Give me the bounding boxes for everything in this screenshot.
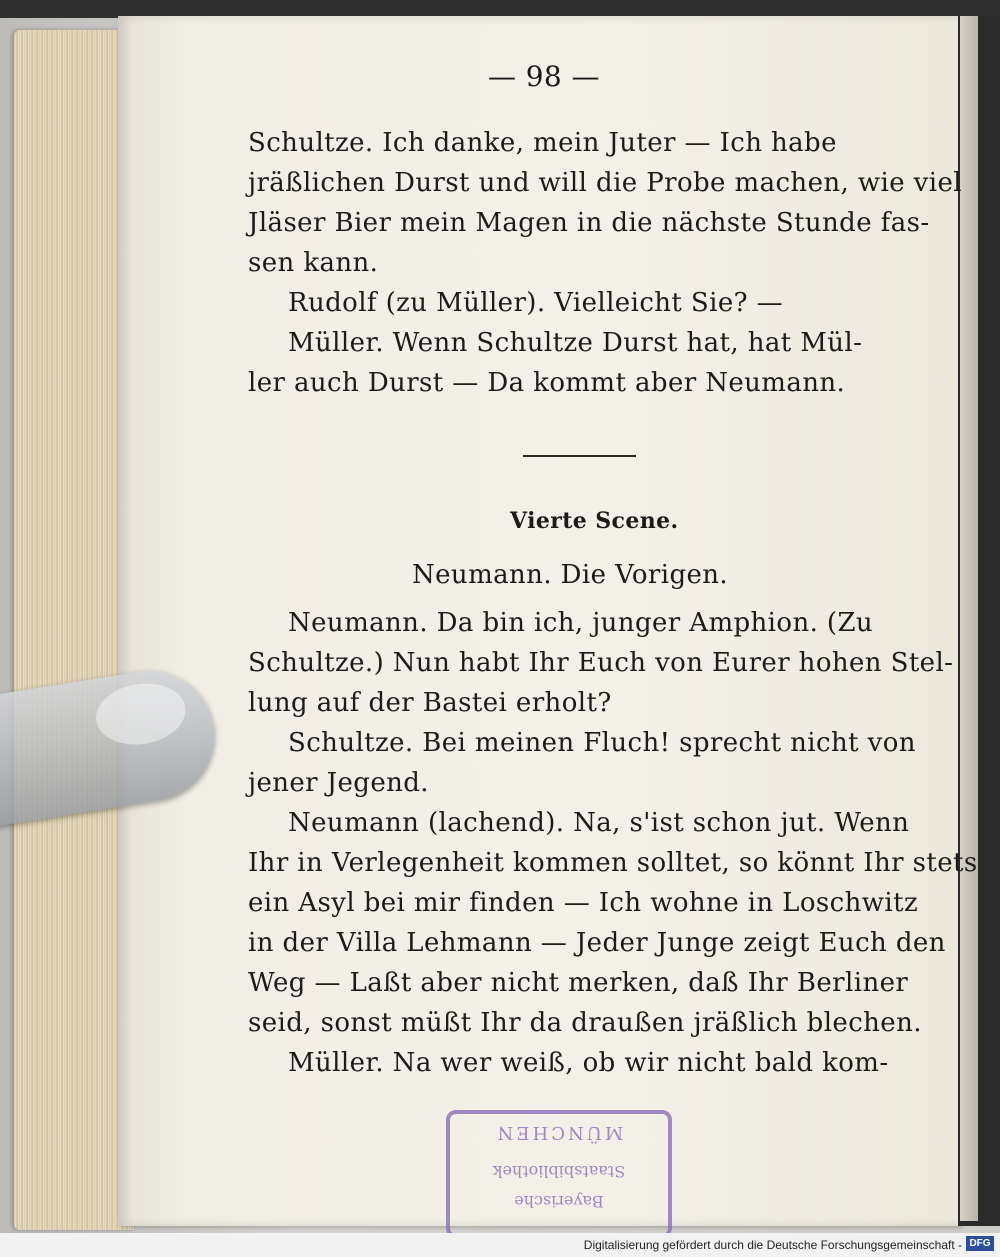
text-line-12: lung auf der Bastei erholt? (248, 688, 612, 718)
text-line-5: Rudolf (zu Müller). Vielleicht Sie? — (288, 288, 784, 318)
text-line-1: Schultze. Ich danke, mein Juter — Ich habe (248, 128, 837, 158)
section-divider (523, 455, 636, 457)
text-line-14: jener Jegend. (248, 768, 429, 798)
text-line-19: Weg — Laßt aber nicht merken, daß Ihr Berliner (248, 968, 909, 998)
text-line-20: seid, sonst müßt Ihr da draußen jräßlich blechen. (248, 1008, 922, 1038)
library-stamp (446, 1110, 672, 1238)
text-line-10: Neumann. Da bin ich, junger Amphion. (Zu (288, 608, 874, 638)
stamp-line-1: Bayerische (514, 1192, 604, 1211)
text-line-15: Neumann (lachend). Na, s'ist schon jut. Wenn (288, 808, 910, 838)
scene-characters: Neumann. Die Vorigen. (412, 560, 729, 590)
text-line-7: ler auch Durst — Da kommt aber Neumann. (248, 368, 846, 398)
text-line-3: Jläser Bier mein Magen in die nächste Stunde fas- (248, 208, 930, 238)
next-page-edge (960, 16, 978, 1221)
dfg-logo-icon: DFG (966, 1236, 994, 1251)
scene-heading: Vierte Scene. (510, 508, 679, 534)
page-number: — 98 — (488, 60, 600, 93)
book-page-edges (14, 30, 134, 1230)
text-line-11: Schultze.) Nun habt Ihr Euch von Eurer hohen Stel- (248, 648, 954, 678)
text-line-18: in der Villa Lehmann — Jeder Junge zeigt Euch den (248, 928, 946, 958)
text-line-13: Schultze. Bei meinen Fluch! sprecht nicht von (288, 728, 916, 758)
stamp-line-3: MÜNCHEN (494, 1122, 624, 1143)
text-line-17: ein Asyl bei mir finden — Ich wohne in Loschwitz (248, 888, 919, 918)
text-line-4: sen kann. (248, 248, 379, 278)
stamp-line-2: Staatsbibliothek (492, 1162, 626, 1181)
footer-credit: Digitalisierung gefördert durch die Deutsche Forschungsgemeinschaft - (583, 1238, 962, 1252)
text-line-21: Müller. Na wer weiß, ob wir nicht bald kom- (288, 1048, 889, 1078)
text-line-2: jräßlichen Durst und will die Probe machen, wie viel (248, 168, 962, 198)
text-line-6: Müller. Wenn Schultze Durst hat, hat Mül- (288, 328, 863, 358)
text-line-16: Ihr in Verlegenheit kommen solltet, so könnt Ihr stets (248, 848, 978, 878)
